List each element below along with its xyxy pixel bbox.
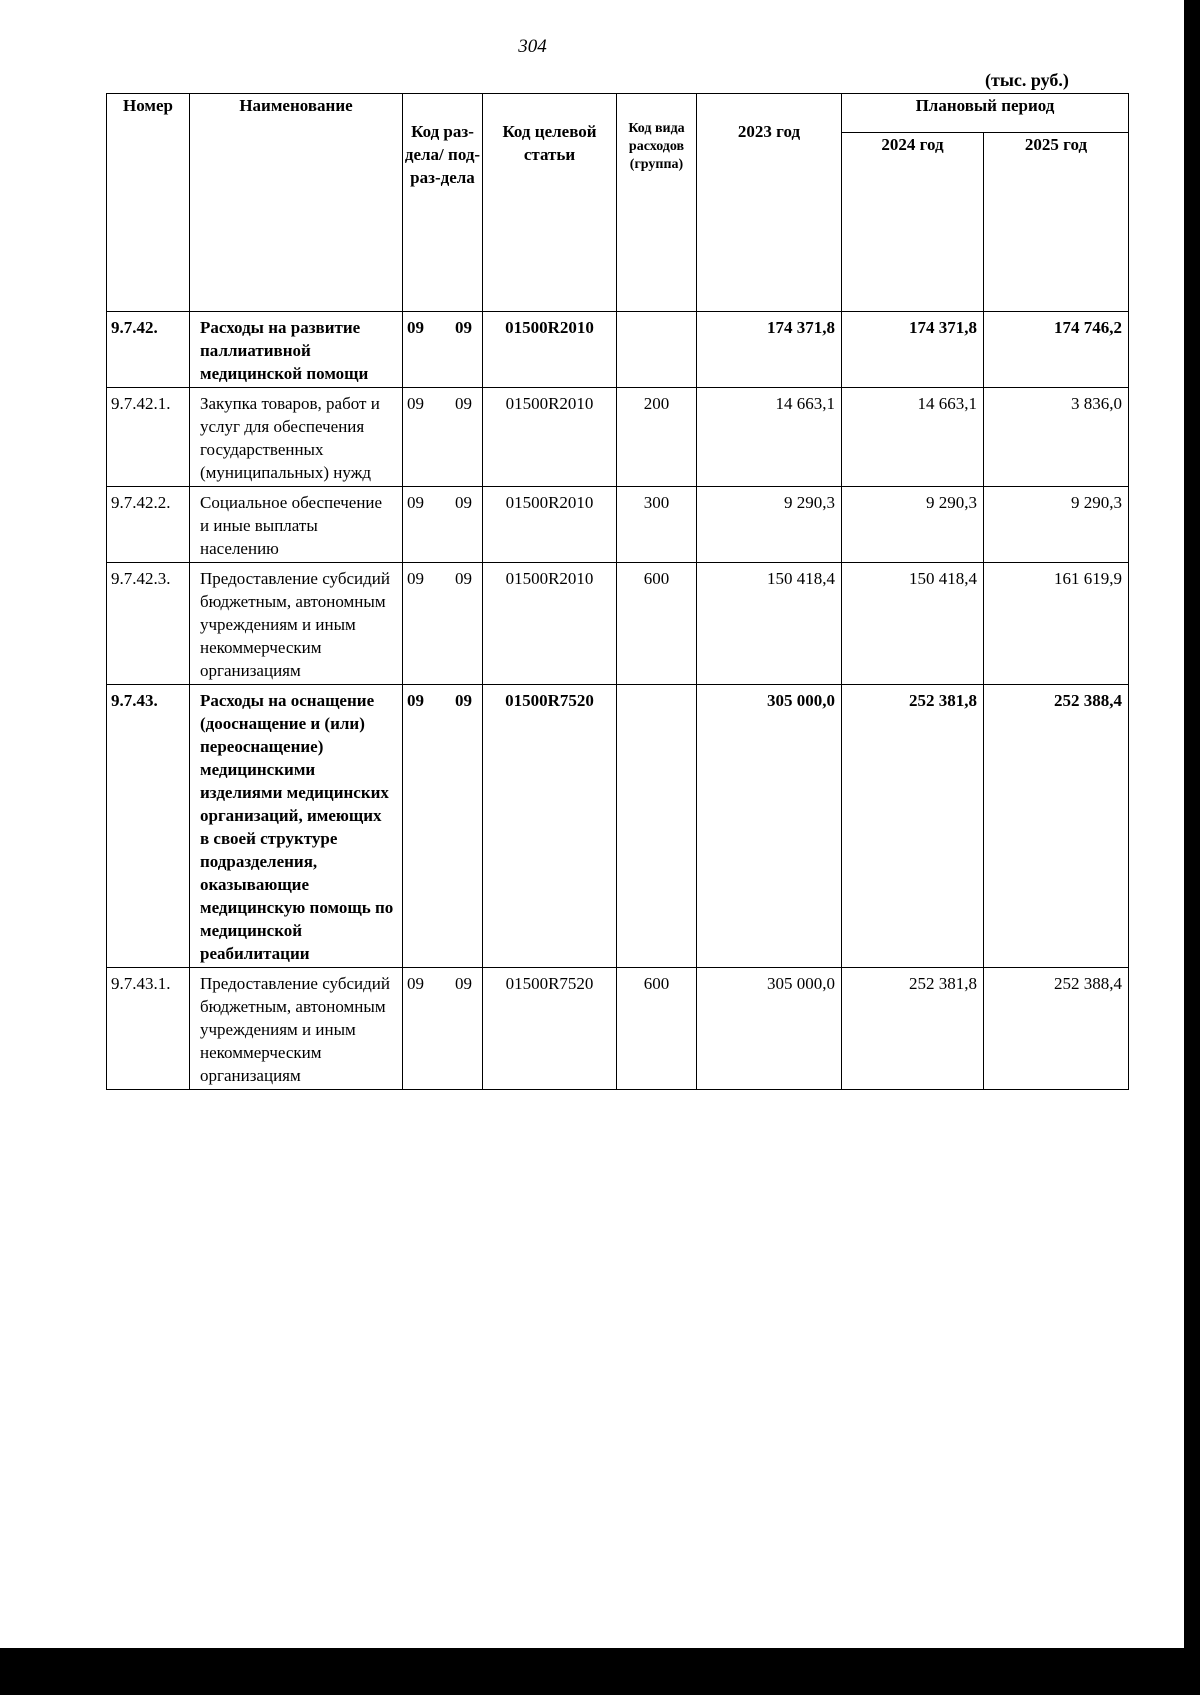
row-target-code: 01500R2010 bbox=[483, 312, 617, 388]
subsection-code: 09 bbox=[455, 394, 472, 413]
row-number: 9.7.42.3. bbox=[107, 563, 190, 685]
table-row bbox=[107, 388, 1129, 487]
row-2023: 305 000,0 bbox=[697, 685, 842, 968]
row-section-code bbox=[403, 685, 483, 968]
row-target-code: 01500R2010 bbox=[483, 563, 617, 685]
subsection-code: 09 bbox=[455, 974, 472, 993]
units-label: (тыс. руб.) bbox=[985, 70, 1069, 90]
row-section-code bbox=[403, 968, 483, 1090]
row-expense-type: 300 bbox=[617, 487, 697, 563]
row-expense-type bbox=[617, 685, 697, 968]
row-2024: 252 381,8 bbox=[842, 968, 984, 1090]
row-number: 9.7.42.2. bbox=[107, 487, 190, 563]
scan-edge-right bbox=[1184, 0, 1200, 1695]
row-number: 9.7.43.1. bbox=[107, 968, 190, 1090]
scan-edge-bottom bbox=[0, 1648, 1200, 1695]
row-name: Предоставление субсидий бюджетным, автономным учреждениям и иным некоммерческим организациям bbox=[190, 563, 403, 685]
row-section-code bbox=[403, 563, 483, 685]
row-expense-type bbox=[617, 312, 697, 388]
header-2023: 2023 год bbox=[697, 94, 842, 312]
row-target-code: 01500R2010 bbox=[483, 388, 617, 487]
row-target-code: 01500R2010 bbox=[483, 487, 617, 563]
row-section-code bbox=[403, 388, 483, 487]
row-name: Предоставление субсидий бюджетным, автономным учреждениям и иным некоммерческим организациям bbox=[190, 968, 403, 1090]
row-2023: 150 418,4 bbox=[697, 563, 842, 685]
subsection-code: 09 bbox=[455, 691, 472, 710]
section-code: 09 bbox=[407, 691, 424, 710]
header-number: Номер bbox=[107, 94, 190, 312]
row-2024: 9 290,3 bbox=[842, 487, 984, 563]
table-row bbox=[107, 487, 1129, 563]
header-expense-type: Код вида расходов (группа) bbox=[617, 94, 697, 312]
row-2024: 252 381,8 bbox=[842, 685, 984, 968]
subsection-code: 09 bbox=[455, 318, 472, 337]
row-2023: 9 290,3 bbox=[697, 487, 842, 563]
section-code: 09 bbox=[407, 318, 424, 337]
section-code: 09 bbox=[407, 974, 424, 993]
row-name: Социальное обеспечение и иные выплаты населению bbox=[190, 487, 403, 563]
header-section-code: Код раз-дела/ под-раз-дела bbox=[403, 94, 483, 312]
row-name: Расходы на развитие паллиативной медицинской помощи bbox=[190, 312, 403, 388]
row-2023: 305 000,0 bbox=[697, 968, 842, 1090]
row-number: 9.7.42. bbox=[107, 312, 190, 388]
row-2025: 9 290,3 bbox=[984, 487, 1129, 563]
header-2025: 2025 год bbox=[984, 133, 1129, 312]
table-body bbox=[107, 312, 1129, 1090]
row-2024: 150 418,4 bbox=[842, 563, 984, 685]
row-number: 9.7.42.1. bbox=[107, 388, 190, 487]
row-target-code: 01500R7520 bbox=[483, 685, 617, 968]
page-number: 304 bbox=[518, 36, 547, 57]
subsection-code: 09 bbox=[455, 493, 472, 512]
row-expense-type: 200 bbox=[617, 388, 697, 487]
table-row bbox=[107, 685, 1129, 968]
row-2025: 3 836,0 bbox=[984, 388, 1129, 487]
table-row bbox=[107, 968, 1129, 1090]
header-2024: 2024 год bbox=[842, 133, 984, 312]
subsection-code: 09 bbox=[455, 569, 472, 588]
row-section-code bbox=[403, 487, 483, 563]
section-code: 09 bbox=[407, 394, 424, 413]
header-row-1 bbox=[107, 94, 1129, 133]
row-2024: 14 663,1 bbox=[842, 388, 984, 487]
header-plan-period: Плановый период bbox=[842, 94, 1129, 133]
row-expense-type: 600 bbox=[617, 968, 697, 1090]
row-2025: 174 746,2 bbox=[984, 312, 1129, 388]
row-2025: 252 388,4 bbox=[984, 968, 1129, 1090]
row-target-code: 01500R7520 bbox=[483, 968, 617, 1090]
row-number: 9.7.43. bbox=[107, 685, 190, 968]
section-code: 09 bbox=[407, 569, 424, 588]
table-row bbox=[107, 312, 1129, 388]
row-2023: 174 371,8 bbox=[697, 312, 842, 388]
row-2024: 174 371,8 bbox=[842, 312, 984, 388]
row-2025: 252 388,4 bbox=[984, 685, 1129, 968]
row-2023: 14 663,1 bbox=[697, 388, 842, 487]
budget-table bbox=[106, 93, 1129, 1090]
row-section-code bbox=[403, 312, 483, 388]
header-name: Наименование bbox=[190, 94, 403, 312]
table-row bbox=[107, 563, 1129, 685]
row-name: Расходы на оснащение (дооснащение и (или) переоснащение) медицинскими изделиями медицинских организаций, имеющих в своей структуре подразделения, оказывающие медицинскую помощь по медицинской реабилитации bbox=[190, 685, 403, 968]
row-name: Закупка товаров, работ и услуг для обеспечения государственных (муниципальных) нужд bbox=[190, 388, 403, 487]
row-2025: 161 619,9 bbox=[984, 563, 1129, 685]
header-target-code: Код целевой статьи bbox=[483, 94, 617, 312]
row-expense-type: 600 bbox=[617, 563, 697, 685]
section-code: 09 bbox=[407, 493, 424, 512]
